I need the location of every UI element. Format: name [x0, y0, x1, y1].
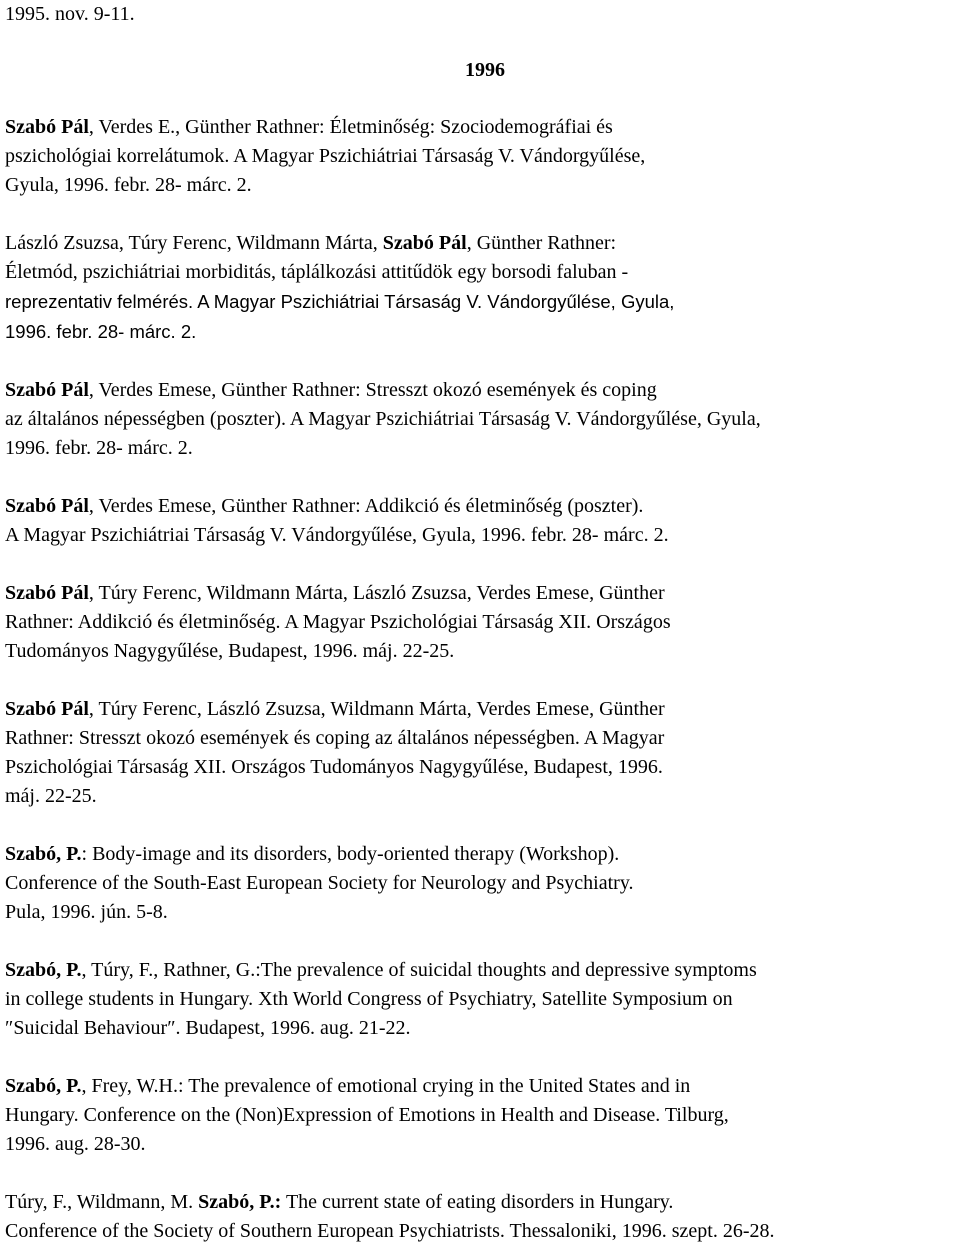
- entry-line: [5, 898, 955, 927]
- entry-line: [5, 608, 955, 637]
- entry-line: [5, 753, 955, 782]
- entry-text: Tudományos Nagygyűlése, Budapest, 1996. máj. 22-25.: [5, 640, 455, 662]
- entry-line: [5, 1188, 955, 1217]
- author-highlight: Szabó Pál: [382, 232, 467, 254]
- entry-text: 1996. febr. 28- márc. 2.: [5, 437, 193, 459]
- entry-line: [5, 376, 955, 405]
- entry-text: The current state of eating disorders in Hungary.: [281, 1191, 674, 1213]
- publication-entry: [5, 1188, 955, 1246]
- entry-text: in college students in Hungary. Xth World Congress of Psychiatry, Satellite Symposium on: [5, 988, 733, 1010]
- entry-text: 1996. febr. 28- márc. 2.: [5, 321, 197, 342]
- entry-text: reprezentativ felmérés.: [5, 291, 198, 312]
- entry-line: [5, 724, 955, 753]
- entry-text: Rathner: Addikció és életminőség. A Magyar Pszichológiai Társaság XII. Országos: [5, 611, 671, 633]
- entry-line: [5, 1072, 955, 1101]
- entry-line: [5, 1130, 955, 1159]
- publication-entry: [5, 229, 955, 347]
- publication-entry: [5, 1072, 955, 1159]
- entry-line: [5, 869, 955, 898]
- author-highlight: Szabó Pál: [5, 698, 89, 720]
- entry-line: [5, 1217, 955, 1246]
- entry-text: A Magyar Pszichiátriai Társaság V. Vándorgyűlése, Gyula, 1996. febr. 28- márc. 2.: [5, 524, 669, 546]
- author-highlight: Szabó, P.:: [198, 1191, 282, 1213]
- entry-line: [5, 840, 955, 869]
- entry-line: [5, 782, 955, 811]
- entry-text: , Túry, F., Rathner, G.:The prevalence of suicidal thoughts and depressive symptoms: [81, 959, 757, 981]
- publication-entry: [5, 113, 955, 200]
- entry-text: , Túry Ferenc, Wildmann Márta, László Zsuzsa, Verdes Emese, Günther: [88, 582, 665, 604]
- entry-text: Életmód, pszichiátriai morbiditás, táplálkozási attitűdök egy borsodi faluban -: [5, 261, 629, 283]
- document-page: [5, 0, 955, 1246]
- entry-line: [5, 171, 955, 200]
- entry-line: [5, 579, 955, 608]
- entry-line: [5, 956, 955, 985]
- entry-line: [5, 142, 955, 171]
- year-heading: [5, 56, 955, 84]
- entry-line: [5, 637, 955, 666]
- entry-line: [5, 695, 955, 724]
- entry-line: [5, 492, 955, 521]
- author-highlight: Szabó Pál: [5, 116, 89, 138]
- publication-entry: [5, 695, 955, 811]
- previous-entry-date: 1995. nov. 9-11.: [5, 3, 135, 25]
- entry-line: [5, 113, 955, 142]
- entry-text: máj. 22-25.: [5, 785, 97, 807]
- author-highlight: Szabó, P.: [5, 959, 82, 981]
- publication-entry: [5, 840, 955, 927]
- entry-text: Pula, 1996. jún. 5-8.: [5, 901, 168, 923]
- entry-text: Conference of the South-East European Society for Neurology and Psychiatry.: [5, 872, 634, 894]
- entry-text: László Zsuzsa, Túry Ferenc, Wildmann Márta,: [5, 232, 383, 254]
- entry-text: , Verdes Emese, Günther Rathner: Addikció és életminőség (poszter).: [88, 495, 644, 517]
- entry-text: , Frey, W.H.: The prevalence of emotional crying in the United States and in: [81, 1075, 691, 1097]
- entry-text: Túry, F., Wildmann, M.: [5, 1191, 199, 1213]
- entry-text: Conference of the Society of Southern European Psychiatrists. Thessaloniki, 1996. szept. 26-28.: [5, 1220, 775, 1242]
- entry-text: , Verdes Emese, Günther Rathner: Stresszt okozó események és coping: [88, 379, 657, 401]
- author-highlight: Szabó Pál: [5, 379, 89, 401]
- entry-line: [5, 405, 955, 434]
- entry-line: [5, 1014, 955, 1043]
- entry-text: Gyula, 1996. febr. 28- márc. 2.: [5, 174, 252, 196]
- entry-text: , Günther Rathner:: [466, 232, 617, 254]
- publication-entry: [5, 579, 955, 666]
- publication-entry: [5, 376, 955, 463]
- entry-line: [5, 1101, 955, 1130]
- entry-text: Hungary. Conference on the (Non)Expression of Emotions in Health and Disease. Tilburg,: [5, 1104, 729, 1126]
- author-highlight: Szabó, P.: [5, 843, 82, 865]
- entry-line: [5, 521, 955, 550]
- entry-text: A Magyar Pszichiátriai Társaság V. Vándorgyűlése, Gyula,: [197, 291, 675, 312]
- entry-text: Rathner: Stresszt okozó események és coping az általános népességben. A Magyar: [5, 727, 665, 749]
- entry-line: [5, 317, 955, 347]
- entry-text: pszichológiai korrelátumok. A Magyar Pszichiátriai Társaság V. Vándorgyűlése,: [5, 145, 646, 167]
- publication-entry: [5, 492, 955, 550]
- entry-line: [5, 434, 955, 463]
- entry-text: , Túry Ferenc, László Zsuzsa, Wildmann Márta, Verdes Emese, Günther: [88, 698, 665, 720]
- entry-text: Pszichológiai Társaság XII. Országos Tudományos Nagygyűlése, Budapest, 1996.: [5, 756, 663, 778]
- author-highlight: Szabó, P.: [5, 1075, 82, 1097]
- year-heading-text: 1996: [465, 59, 505, 81]
- publication-entry: [5, 956, 955, 1043]
- publication-list: [5, 113, 955, 1246]
- entry-text: ″Suicidal Behaviour″. Budapest, 1996. aug. 21-22.: [5, 1017, 411, 1039]
- entry-line: [5, 258, 955, 287]
- author-highlight: Szabó Pál: [5, 495, 89, 517]
- entry-line: [5, 287, 955, 317]
- entry-text: 1996. aug. 28-30.: [5, 1133, 146, 1155]
- entry-line: [5, 229, 955, 258]
- entry-text: , Verdes E., Günther Rathner: Életminőség: Szociodemográfiai és: [88, 116, 613, 138]
- entry-line: [5, 985, 955, 1014]
- author-highlight: Szabó Pál: [5, 582, 89, 604]
- entry-text: : Body-image and its disorders, body-oriented therapy (Workshop).: [81, 843, 620, 865]
- entry-text: az általános népességben (poszter). A Magyar Pszichiátriai Társaság V. Vándorgyűlése, Gyula,: [5, 408, 761, 430]
